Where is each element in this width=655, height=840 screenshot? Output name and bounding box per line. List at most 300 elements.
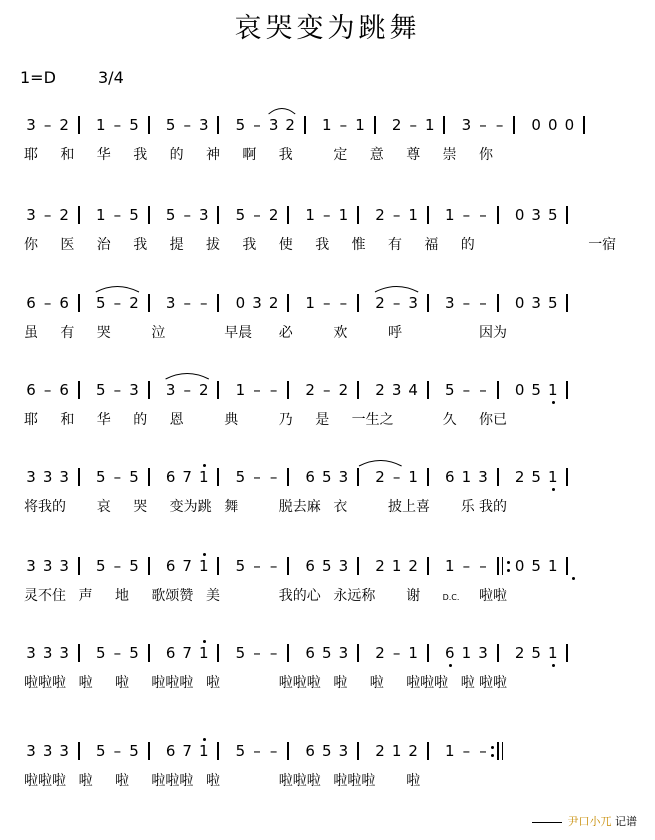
- lyric: 啦啦啦: [278, 773, 321, 789]
- lyric: 福: [424, 237, 439, 253]
- barline: [497, 742, 499, 760]
- lyric: 惟: [351, 237, 366, 253]
- note: –: [253, 206, 261, 224]
- lyric: 啦: [115, 675, 129, 691]
- barline: [427, 294, 429, 312]
- lyric: 崇: [442, 147, 457, 163]
- note: 2: [408, 557, 418, 575]
- note: 2: [375, 644, 385, 662]
- lyric: 有: [60, 325, 75, 341]
- note: 5: [322, 742, 332, 760]
- note: 6: [305, 742, 315, 760]
- lyric: 耶: [24, 147, 38, 163]
- barline: [148, 468, 150, 486]
- note: 2: [514, 468, 525, 486]
- note: 6: [26, 381, 36, 399]
- barline: [217, 557, 219, 575]
- lyric: 必: [278, 325, 293, 341]
- score-row: [0, 293, 655, 383]
- note: 1: [408, 206, 418, 224]
- lyric: 欢: [333, 325, 348, 341]
- note: 5: [322, 644, 332, 662]
- note: 5: [235, 742, 246, 760]
- note: –: [323, 381, 331, 399]
- note: 3: [531, 294, 541, 312]
- barline: [287, 381, 289, 399]
- note: 2: [375, 206, 385, 224]
- page-title: 哀哭变为跳舞: [234, 13, 421, 44]
- note: –: [253, 116, 261, 134]
- note: –: [113, 381, 122, 399]
- lyric: 我: [242, 237, 257, 253]
- slur: [24, 115, 25, 116]
- credit-dash: [532, 822, 562, 823]
- note: 2: [268, 206, 279, 224]
- barline: [357, 381, 359, 399]
- note: 3: [42, 468, 53, 486]
- note: 1: [199, 742, 209, 760]
- note: 5: [96, 557, 106, 575]
- barline: [78, 557, 80, 575]
- barline: [78, 381, 80, 399]
- repeat-dot: [491, 746, 494, 749]
- note: –: [183, 206, 191, 224]
- note: 7: [182, 468, 192, 486]
- note: –: [183, 116, 191, 134]
- note: –: [200, 294, 208, 312]
- note: 5: [531, 644, 541, 662]
- lyric: 啦啦啦: [151, 773, 194, 789]
- note-line: [24, 115, 644, 137]
- note: 7: [182, 742, 192, 760]
- lyric: 的: [460, 237, 475, 253]
- note: 3: [252, 294, 262, 312]
- lyric: 啦: [78, 675, 93, 691]
- note: 1: [199, 468, 209, 486]
- note: 3: [461, 116, 472, 134]
- note: 1: [548, 557, 558, 575]
- note: 1: [425, 116, 435, 134]
- note: 5: [96, 294, 106, 312]
- barline: [287, 742, 289, 760]
- key-signature: 1=D: [20, 68, 56, 87]
- lyric: 我: [133, 237, 148, 253]
- note: 1: [408, 644, 418, 662]
- repeat-dot: [491, 754, 494, 757]
- lyric: 你: [479, 147, 493, 163]
- octave-dot: [203, 640, 206, 643]
- note: 5: [235, 557, 246, 575]
- note-line: [24, 380, 644, 402]
- note: 2: [375, 557, 385, 575]
- lyric: 哭: [96, 325, 111, 341]
- lyric: 一生之: [351, 412, 394, 428]
- note: 2: [129, 294, 139, 312]
- lyric: 啦啦啦: [333, 773, 376, 789]
- lyric: 啊: [242, 147, 257, 163]
- note: 3: [268, 116, 279, 134]
- note: –: [253, 557, 261, 575]
- lyric: 我的: [479, 499, 507, 515]
- lyric: 恩: [169, 412, 184, 428]
- lyric: 啦啦啦: [24, 773, 66, 789]
- barline: [497, 468, 499, 486]
- lyric: 脱去麻: [278, 499, 321, 515]
- note: 3: [26, 742, 36, 760]
- barline: [217, 381, 219, 399]
- note: 5: [235, 644, 246, 662]
- note: 1: [338, 206, 349, 224]
- barline: [566, 644, 568, 662]
- note: 1: [199, 557, 209, 575]
- note: 4: [408, 381, 418, 399]
- note: 5: [235, 206, 246, 224]
- octave-dot: [552, 401, 555, 404]
- note: 1: [548, 644, 558, 662]
- note: 3: [129, 381, 139, 399]
- barline: [217, 742, 219, 760]
- lyric: 拔: [206, 237, 220, 253]
- note: 5: [322, 468, 332, 486]
- score-row: [0, 467, 655, 557]
- note: 2: [199, 381, 209, 399]
- note: 5: [129, 557, 139, 575]
- barline: [497, 644, 499, 662]
- note: 1: [96, 206, 106, 224]
- barline: [497, 294, 499, 312]
- lyric: 啦啦: [479, 675, 507, 691]
- note: 2: [391, 116, 402, 134]
- lyric: 啦: [333, 675, 348, 691]
- note: 0: [514, 557, 525, 575]
- lyric: 啦啦啦: [406, 675, 449, 691]
- note: 2: [375, 294, 385, 312]
- lyric: 意: [369, 147, 384, 163]
- note-line: [24, 741, 644, 763]
- lyric: 哭: [133, 499, 148, 515]
- note: 3: [42, 644, 53, 662]
- note: –: [269, 644, 278, 662]
- note: 2: [59, 206, 69, 224]
- barline: [566, 206, 568, 224]
- note: 3: [338, 468, 349, 486]
- note: –: [113, 206, 122, 224]
- note: 1: [322, 116, 332, 134]
- note: –: [43, 294, 52, 312]
- barline: [497, 557, 499, 575]
- note: 3: [165, 294, 176, 312]
- lyric-line: [24, 145, 644, 167]
- note: 1: [445, 206, 455, 224]
- note: 6: [305, 644, 315, 662]
- note: 7: [182, 644, 192, 662]
- note: 1: [445, 742, 455, 760]
- barline: [217, 468, 219, 486]
- lyric: 提: [169, 237, 184, 253]
- note: 0: [514, 381, 525, 399]
- note: –: [113, 742, 122, 760]
- note: 6: [165, 742, 176, 760]
- barline: [217, 644, 219, 662]
- score-row: [0, 556, 655, 646]
- note: 2: [338, 381, 349, 399]
- note: 3: [59, 742, 69, 760]
- repeat-barline: [502, 557, 503, 575]
- note: 2: [305, 381, 315, 399]
- note: 3: [199, 206, 209, 224]
- octave-dot: [449, 664, 452, 667]
- barline: [357, 644, 359, 662]
- note: 2: [285, 116, 295, 134]
- note: 6: [445, 644, 455, 662]
- note: –: [392, 644, 401, 662]
- note: 1: [461, 468, 472, 486]
- note: –: [43, 116, 52, 134]
- barline: [427, 381, 429, 399]
- lyric: 啦: [78, 773, 93, 789]
- note: 0: [548, 116, 558, 134]
- note: 1: [199, 644, 209, 662]
- barline: [427, 644, 429, 662]
- note: 3: [408, 294, 418, 312]
- note: 2: [514, 644, 525, 662]
- note: 5: [96, 742, 106, 760]
- note: 2: [59, 116, 69, 134]
- barline: [148, 294, 150, 312]
- barline: [357, 468, 359, 486]
- lyric: 有: [388, 237, 402, 253]
- note: 5: [235, 468, 246, 486]
- note: 1: [96, 116, 106, 134]
- note: 3: [26, 557, 36, 575]
- score-row: [0, 115, 655, 205]
- lyric: 啦啦啦: [151, 675, 194, 691]
- lyric: 将我的: [24, 499, 66, 515]
- note: 1: [391, 742, 402, 760]
- note: –: [462, 557, 471, 575]
- lyric: 治: [96, 237, 111, 253]
- lyric: 舞: [224, 499, 239, 515]
- note-line: [24, 205, 644, 227]
- lyric: 啦啦啦: [278, 675, 321, 691]
- lyric: 和: [60, 412, 75, 428]
- note: 5: [129, 742, 139, 760]
- lyric: 医: [60, 237, 75, 253]
- note: 0: [235, 294, 246, 312]
- note: 6: [165, 644, 176, 662]
- lyric-line: [24, 497, 644, 519]
- note: –: [479, 294, 487, 312]
- lyric: 一宿: [588, 237, 617, 253]
- note: 3: [42, 742, 53, 760]
- note: –: [253, 742, 261, 760]
- barline: [583, 116, 585, 134]
- note: 0: [531, 116, 541, 134]
- barline: [78, 742, 80, 760]
- lyric: 啦啦: [479, 588, 507, 604]
- note: 1: [461, 644, 472, 662]
- lyric: 啦: [206, 773, 220, 789]
- lyric: 我的心: [278, 588, 321, 604]
- note: 5: [165, 206, 176, 224]
- note: 5: [548, 294, 558, 312]
- note: –: [392, 468, 401, 486]
- note: –: [339, 294, 348, 312]
- note: 0: [514, 294, 525, 312]
- note: –: [113, 116, 122, 134]
- note: 3: [26, 206, 36, 224]
- lyric: 尊: [406, 147, 421, 163]
- note: –: [392, 206, 401, 224]
- repeat-dot: [507, 561, 510, 564]
- barline: [566, 294, 568, 312]
- note: 5: [548, 206, 558, 224]
- lyric: 歌颂赞: [151, 588, 194, 604]
- barline: [148, 644, 150, 662]
- barline: [427, 206, 429, 224]
- note: –: [269, 381, 278, 399]
- barline: [357, 742, 359, 760]
- note: 3: [59, 557, 69, 575]
- note: –: [323, 206, 331, 224]
- lyric: 谢: [406, 588, 421, 604]
- note: –: [113, 468, 122, 486]
- lyric: 典: [224, 412, 239, 428]
- barline: [217, 206, 219, 224]
- note: –: [269, 742, 278, 760]
- note: 1: [305, 294, 315, 312]
- note: 6: [305, 468, 315, 486]
- note: –: [253, 468, 261, 486]
- note: 5: [96, 468, 106, 486]
- lyric: 美: [206, 588, 220, 604]
- barline: [566, 381, 568, 399]
- time-signature: 3/4: [98, 68, 124, 87]
- lyric: 你: [24, 237, 38, 253]
- note: 5: [235, 116, 246, 134]
- note: 5: [129, 206, 139, 224]
- note: 5: [129, 644, 139, 662]
- note: 3: [26, 116, 36, 134]
- lyric: 是: [315, 412, 330, 428]
- note: 3: [26, 468, 36, 486]
- octave-dot: [203, 553, 206, 556]
- lyric: 神: [206, 147, 220, 163]
- lyric: 衣: [333, 499, 348, 515]
- barline: [497, 206, 499, 224]
- da-capo-mark: D.C.: [442, 593, 460, 602]
- lyric: 啦: [460, 675, 475, 691]
- barline: [427, 468, 429, 486]
- note: 3: [42, 557, 53, 575]
- barline: [566, 557, 568, 575]
- lyric: 华: [96, 147, 111, 163]
- note: 5: [129, 116, 139, 134]
- note: 5: [322, 557, 332, 575]
- note: –: [462, 381, 471, 399]
- note: –: [479, 557, 487, 575]
- note: 5: [96, 644, 106, 662]
- lyric: 哀: [96, 499, 111, 515]
- note: –: [269, 468, 278, 486]
- note: –: [253, 381, 261, 399]
- note: –: [392, 294, 401, 312]
- note: 1: [548, 468, 558, 486]
- barline: [78, 116, 80, 134]
- lyric: 啦: [115, 773, 129, 789]
- note: 5: [531, 468, 541, 486]
- octave-dot: [203, 464, 206, 467]
- octave-dot: [203, 738, 206, 741]
- lyric: 我: [133, 147, 148, 163]
- lyric: 早晨: [224, 325, 253, 341]
- note: 3: [338, 557, 349, 575]
- note-line: [24, 643, 644, 665]
- note: 2: [408, 742, 418, 760]
- transcriber-credit: [532, 813, 638, 829]
- barline: [148, 116, 150, 134]
- note: 1: [355, 116, 365, 134]
- lyric-line: [24, 410, 644, 432]
- note: 3: [59, 468, 69, 486]
- note: 3: [338, 644, 349, 662]
- lyric: 使: [278, 237, 293, 253]
- note: –: [43, 206, 52, 224]
- barline: [304, 116, 306, 134]
- note: 6: [165, 557, 176, 575]
- note-line: [24, 293, 644, 315]
- lyric: 定: [333, 147, 348, 163]
- lyric: 耶: [24, 412, 38, 428]
- note: –: [113, 294, 122, 312]
- lyric: 啦啦啦: [24, 675, 66, 691]
- note: 1: [408, 468, 418, 486]
- barline: [357, 557, 359, 575]
- note: –: [339, 116, 348, 134]
- lyric: 你已: [479, 412, 507, 428]
- lyric: 啦: [206, 675, 220, 691]
- lyric: 披上喜: [388, 499, 430, 515]
- note: –: [323, 294, 331, 312]
- barline: [148, 381, 150, 399]
- lyric: 乐: [460, 499, 475, 515]
- note-line: [24, 467, 644, 489]
- slur-arc: [269, 109, 296, 115]
- transcriber-name: 尹口小兀: [567, 815, 612, 828]
- note: 2: [375, 742, 385, 760]
- note: 3: [478, 644, 488, 662]
- note: 3: [26, 644, 36, 662]
- note: 5: [531, 557, 541, 575]
- barline: [148, 206, 150, 224]
- lyric: 虽: [24, 325, 38, 341]
- note-line: [24, 556, 644, 578]
- note: 3: [165, 381, 176, 399]
- lyric-line: [24, 235, 644, 257]
- lyric: 地: [115, 588, 129, 604]
- lyric: 因为: [479, 325, 507, 341]
- note: 5: [96, 381, 106, 399]
- note: –: [43, 381, 52, 399]
- credit-suffix: 记谱: [615, 815, 637, 828]
- lyric-line: [24, 771, 644, 793]
- note: –: [479, 116, 487, 134]
- score-row: [0, 380, 655, 470]
- slur: [24, 293, 25, 294]
- note: 3: [445, 294, 455, 312]
- lyric-line: [24, 673, 644, 695]
- note: 5: [165, 116, 176, 134]
